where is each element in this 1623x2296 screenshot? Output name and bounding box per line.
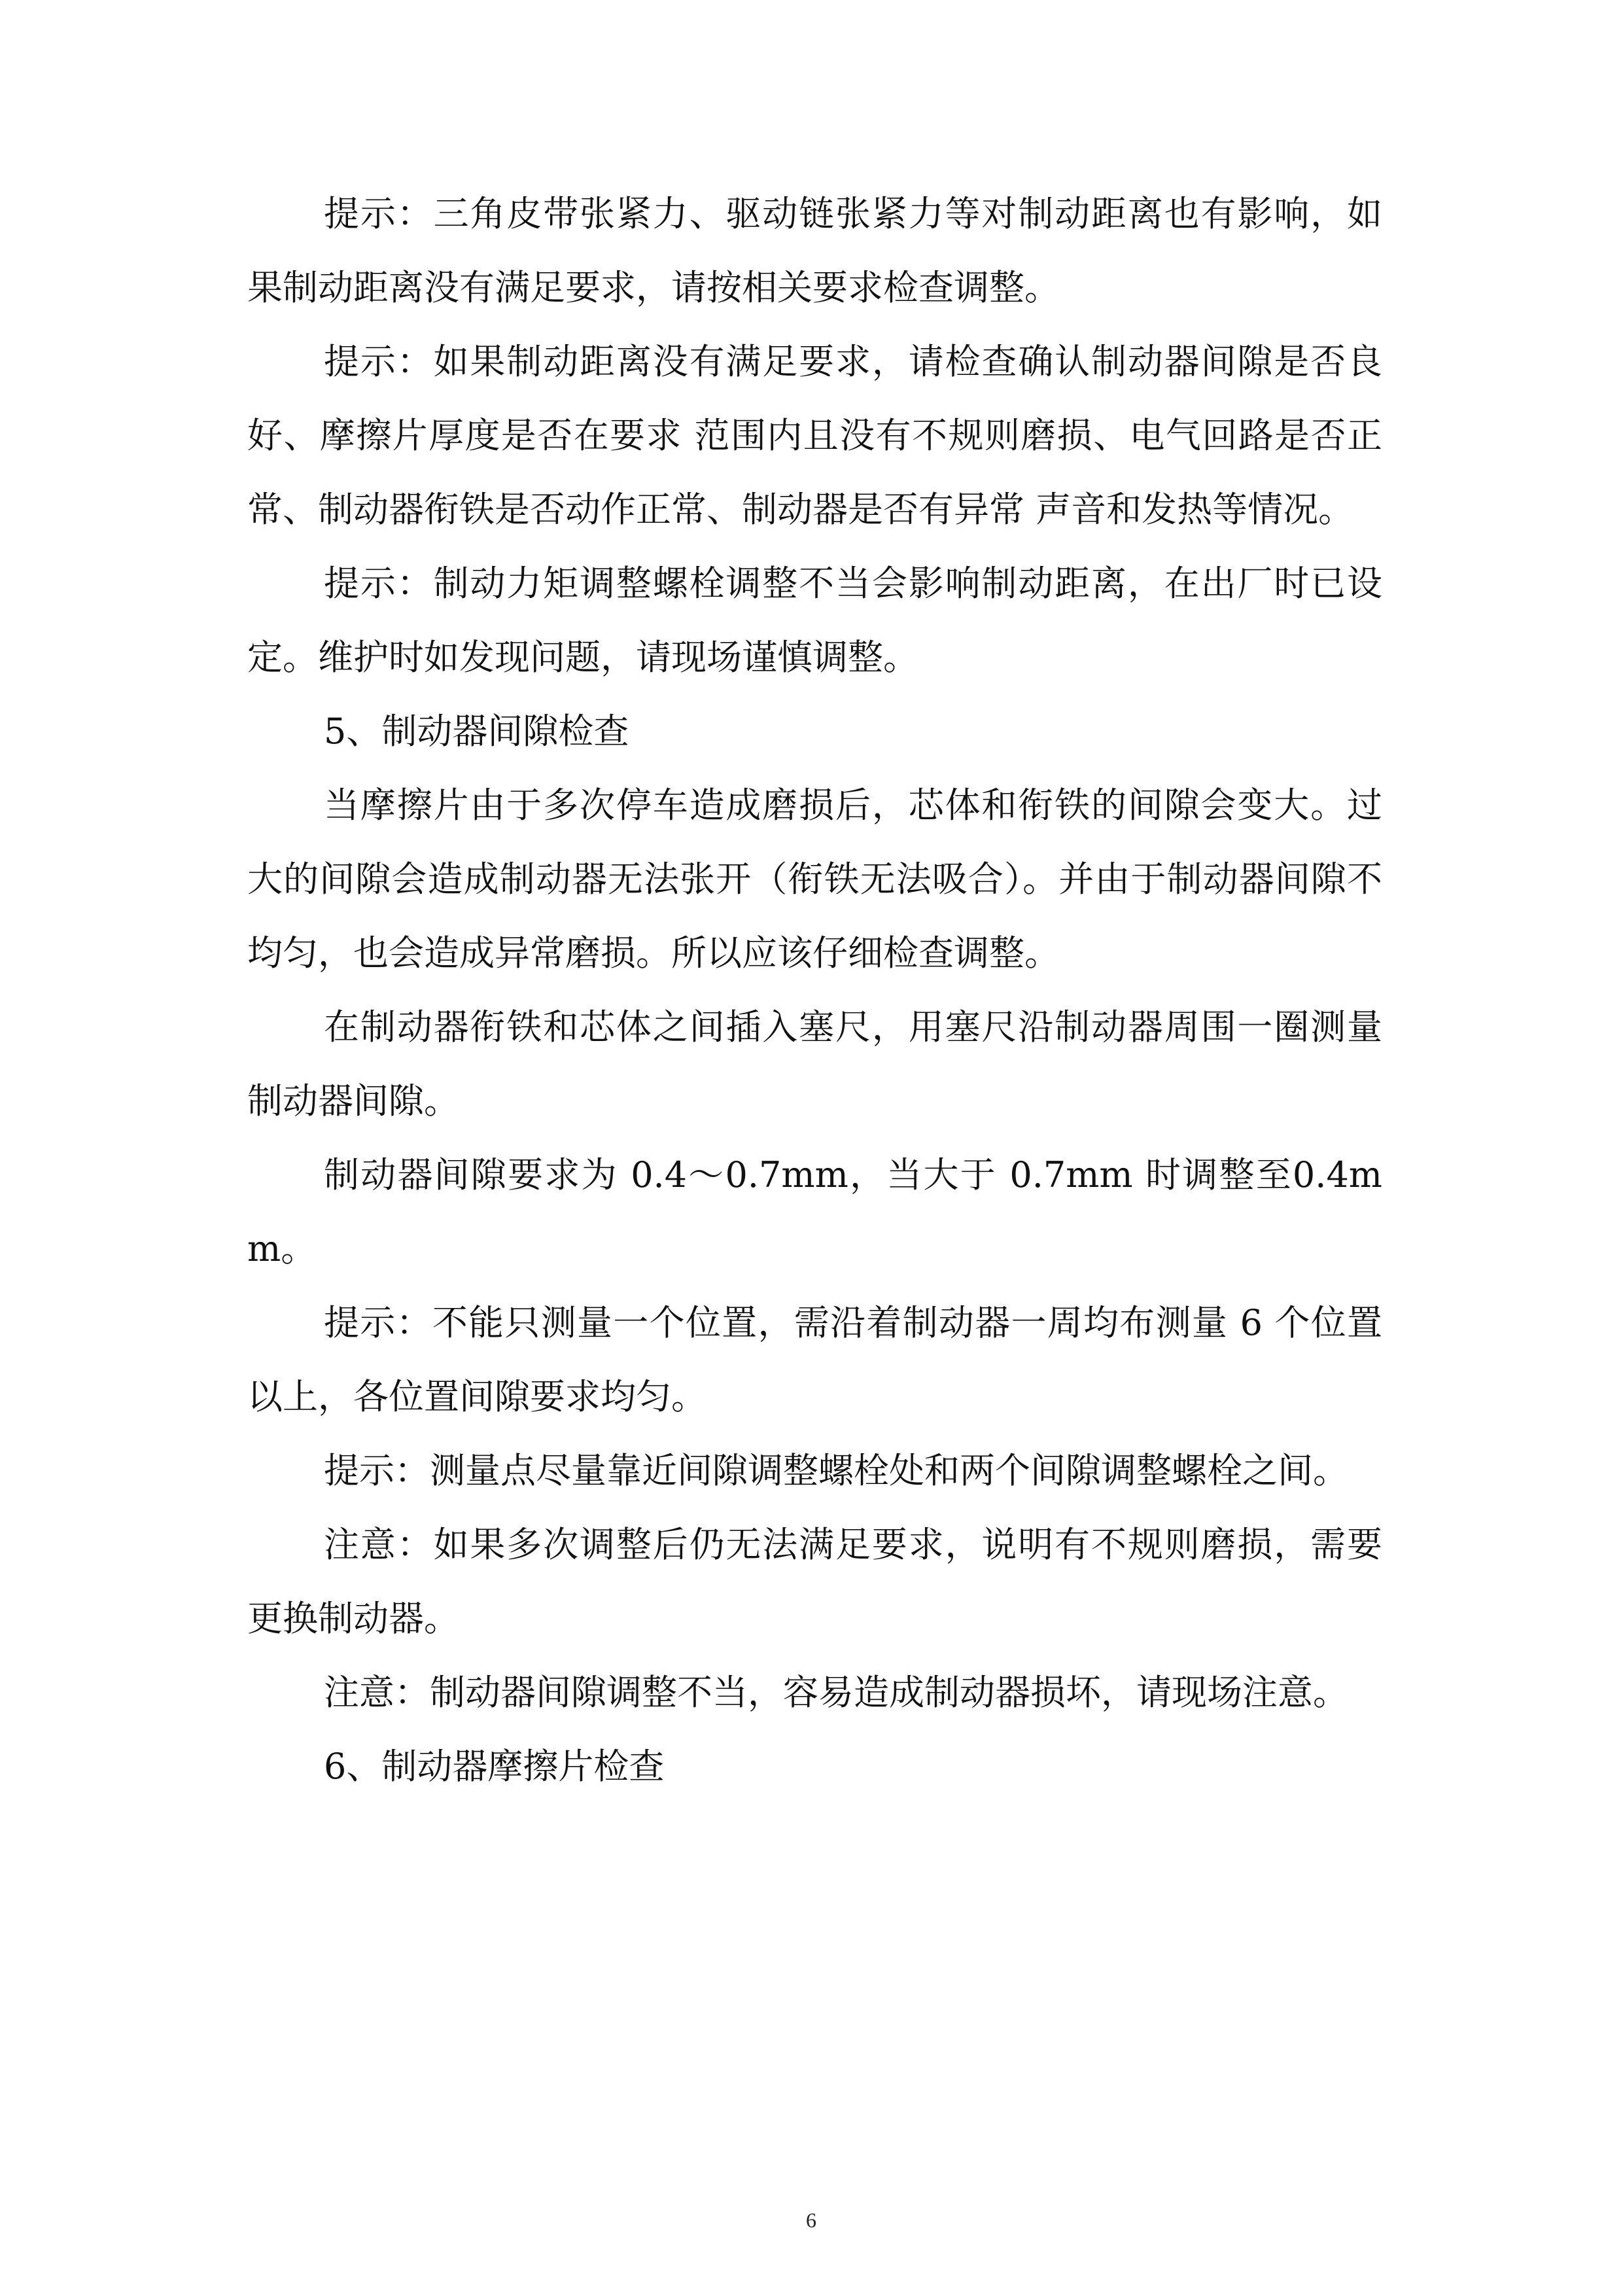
section-heading-brake-gap: 5、制动器间隙检查 [324,711,629,752]
document-body [247,177,1382,1803]
caution-replace-brake: 注意：如果多次调整后仍无法满足要求，说明有不规则磨损，需要更换制动器。 [247,1524,1382,1639]
para-feeler-gauge-method: 在制动器衔铁和芯体之间插入塞尺，用塞尺沿制动器周围一圈测量制动器间隙。 [247,1006,1382,1122]
tip-brake-torque-bolt: 提示：制动力矩调整螺栓调整不当会影响制动距离，在出厂时已设定。维护时如发现问题，请现场谨慎调整。 [247,563,1382,678]
caution-gap-adjustment: 注意：制动器间隙调整不当，容易造成制动器损坏，请现场注意。 [324,1672,1348,1713]
tip-belt-chain-tension: 提示：三角皮带张紧力、驱动链张紧力等对制动距离也有影响，如果制动距离没有满足要求，请按相关要求检查调整。 [247,193,1382,308]
page-number: 6 [806,2208,816,2232]
section-heading-friction-pad: 6、制动器摩擦片检查 [324,1746,665,1787]
tip-measure-six-positions: 提示：不能只测量一个位置，需沿着制动器一周均布测量 6 个位置以上，各位置间隙要求均匀。 [247,1302,1382,1417]
para-gap-wear-explanation: 当摩擦片由于多次停车造成磨损后，芯体和衔铁的间隙会变大。过大的间隙会造成制动器无法张开（衔铁无法吸合）。并由于制动器间隙不均匀，也会造成异常磨损。所以应该仔细检查调整。 [247,785,1382,974]
para-gap-requirement: 制动器间隙要求为 0.4～0.7mm，当大于 0.7mm 时调整至0.4mm。 [247,1154,1382,1269]
tip-measure-near-bolts: 提示：测量点尽量靠近间隙调整螺栓处和两个间隙调整螺栓之间。 [324,1450,1348,1491]
tip-brake-distance-check: 提示：如果制动距离没有满足要求，请检查确认制动器间隙是否良好、摩擦片厚度是否在要求 范围内且没有不规则磨损、电气回路是否正常、制动器衔铁是否动作正常、制动器是否有异常 声音和发热等情况。 [247,341,1382,530]
